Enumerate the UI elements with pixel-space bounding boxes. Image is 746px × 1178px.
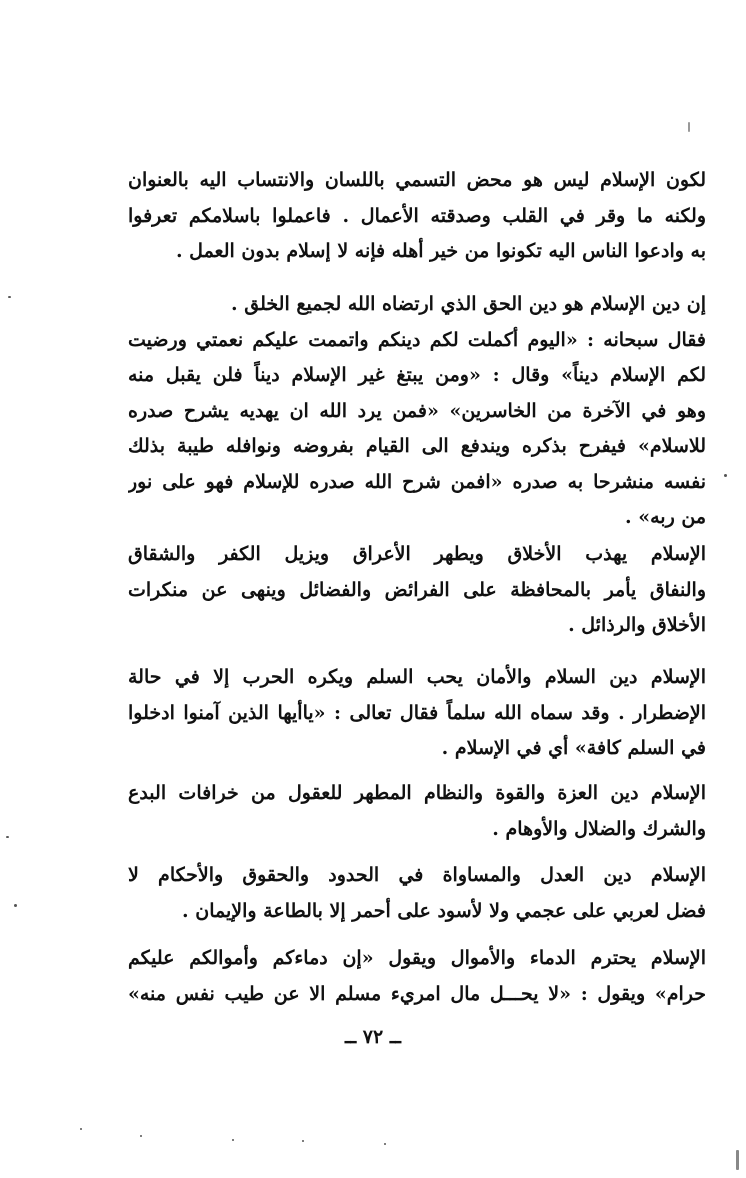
paragraph-6 (128, 858, 706, 929)
scan-speck (80, 1128, 82, 1130)
paragraph-4 (128, 660, 706, 767)
paragraph-line: وهو في الآخرة من الخاسرين» «فمن يرد الله ان يهديه يشرح صدره (128, 399, 706, 422)
paragraph-line: نفسه منشرحا به صدره «افمن شرح الله صدره للإسلام فهو على نور (128, 470, 706, 493)
paragraph-line: ولكنه ما وقر في القلب وصدقته الأعمال . فاعملوا باسلامكم تعرفوا (128, 204, 706, 227)
paragraph-line: لكون الإسلام ليس هو محض التسمي باللسان والانتساب اليه بالعنوان (128, 169, 706, 191)
paragraph-line: والشرك والضلال والأوهام . (492, 817, 706, 840)
paragraph-line: إن دين الإسلام هو دين الحق الذي ارتضاه الله لجميع الخلق . (231, 293, 706, 315)
paragraph-line: لكم الإسلام ديناً» وقال : «ومن يبتغ غير الإسلام ديناً فلن يقبل منه (128, 364, 706, 386)
paragraph-line: الإسلام يهذب الأخلاق ويطهر الأعراق ويزيل الكفر والشقاق (128, 543, 706, 565)
scan-speck (724, 474, 727, 477)
paragraph-line: الإسلام دين السلام والأمان يحب السلم ويكره الحرب إلا في حالة (128, 666, 706, 688)
paragraph-5 (128, 776, 706, 847)
paragraph-line: من ربه» . (624, 506, 706, 528)
paragraph-7 (128, 941, 706, 1012)
scan-speck (140, 1135, 142, 1137)
paragraph-line: والنفاق يأمر بالمحافظة على الفرائض والفضائل وينهى عن منكرات (128, 578, 706, 601)
scan-speck (232, 1139, 234, 1141)
paragraph-line: الإسلام دين العزة والقوة والنظام المطهر للعقول من خرافات البدع (128, 782, 706, 804)
scan-speck (302, 1140, 304, 1142)
paragraph-line: الإضطرار . وقد سماه الله سلماً فقال تعالى : «ياأيها الذين آمنوا ادخلوا (128, 701, 706, 724)
scan-speck (6, 836, 9, 838)
scan-speck (14, 904, 17, 907)
paragraph-1 (128, 163, 706, 270)
scan-speck (384, 1143, 386, 1145)
paragraph-line: الإسلام دين العدل والمساواة في الحدود والحقوق والأحكام لا (128, 864, 706, 886)
paragraph-line: به وادعوا الناس اليه تكونوا من خير أهله فإنه لا إسلام بدون العمل . (175, 240, 706, 262)
paragraph-line: للاسلام» فيفرح بذكره ويندفع الى القيام بفروضه ونوافله طيبة بذلك (128, 435, 706, 457)
scan-speck (8, 296, 11, 298)
paragraph-line: في السلم كافة» أي في الإسلام . (441, 737, 706, 759)
page-number: ــ ٧٢ ــ (345, 1026, 401, 1048)
scan-speck (688, 122, 690, 132)
paragraph-line: الإسلام يحترم الدماء والأموال ويقول «إن دماءكم وأموالكم عليكم (128, 947, 706, 969)
paragraph-line: فضل لعربي على عجمي ولا لأسود على أحمر إلا بالطاعة والإيمان . (182, 899, 706, 922)
paragraph-line: الأخلاق والرذائل . (568, 614, 706, 636)
paragraph-3 (128, 537, 706, 644)
scan-speck (736, 1150, 739, 1170)
paragraph-line: فقال سبحانه : «اليوم أكملت لكم دينكم واتممت عليكم نعمتي ورضيت (128, 328, 706, 351)
paragraph-2 (128, 287, 706, 536)
paragraph-line: حرام» ويقول : «لا يحـــل مال امريء مسلم الا عن طيب نفس منه» (128, 982, 706, 1005)
